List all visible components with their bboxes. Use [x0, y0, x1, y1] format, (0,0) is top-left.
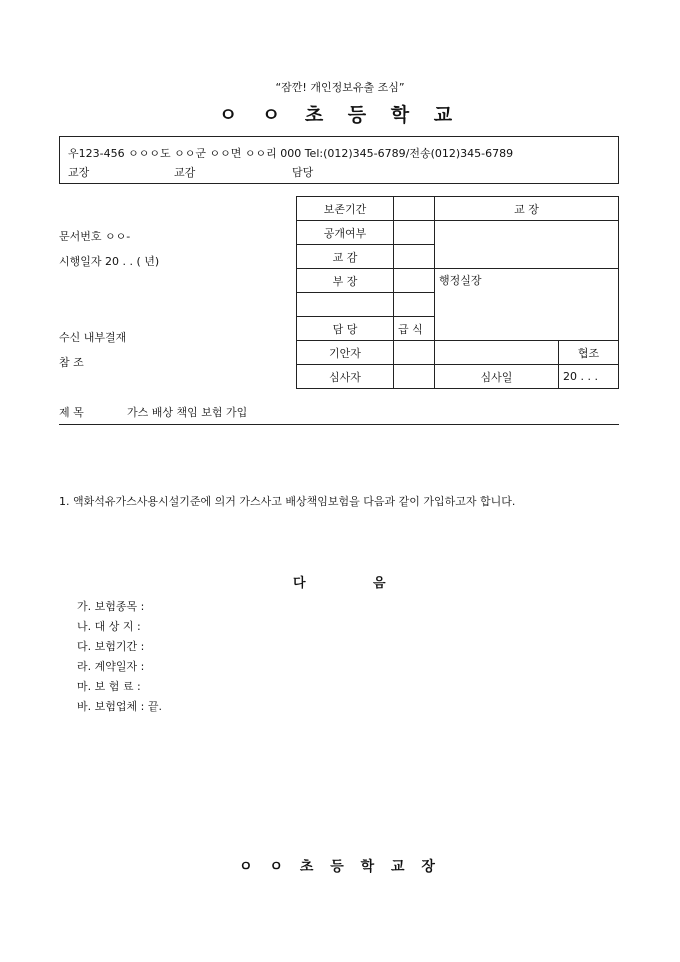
cooperation-sign [435, 341, 559, 365]
item-premium: 마. 보 험 료 : [77, 680, 141, 693]
principal-header: 교 장 [435, 197, 619, 221]
retention-value [394, 197, 435, 221]
staff-label: 담당 [292, 166, 314, 179]
vice-principal-label: 교감 [174, 166, 196, 179]
admin-head-cell [435, 269, 619, 341]
department-head-label: 부 장 [297, 269, 394, 293]
retention-label: 보존기간 [297, 197, 394, 221]
vice-principal-label: 교 감 [297, 245, 394, 269]
reference: 참 조 [59, 356, 84, 369]
item-contract-date: 라. 계약일자 : [77, 660, 145, 673]
reviewer-sign [394, 365, 435, 389]
review-date-label: 심사일 [435, 365, 559, 389]
privacy-notice: “잠깐! 개인정보유출 조심” [275, 81, 405, 94]
principal-label: 교장 [68, 166, 90, 179]
drafter-sign [394, 341, 435, 365]
blank-sign-cell [394, 293, 435, 317]
recipient: 수신 내부결재 [59, 331, 127, 344]
subject-value: 가스 배상 책임 보험 가입 [127, 406, 248, 419]
item-insurer: 바. 보험업체 : 끝. [77, 700, 162, 713]
item-insurance-type: 가. 보험종목 : [77, 600, 145, 613]
disclosure-value [394, 221, 435, 245]
heading-right: 음 [373, 576, 386, 591]
school-title: ㅇ ㅇ 초 등 학 교 [218, 104, 462, 126]
address-line: 우123-456 ㅇㅇㅇ도 ㅇㅇ군 ㅇㅇ면 ㅇㅇ리 000 Tel:(012)345-6789/전송(012)345-6789 [68, 147, 514, 160]
subject-divider [59, 424, 619, 425]
principal-sign-cell [435, 221, 619, 269]
drafter-label: 기안자 [297, 341, 394, 365]
blank-label-cell [297, 293, 394, 317]
staff-label: 담 당 [297, 317, 394, 341]
doc-number: 문서번호 ㅇㅇ- [59, 230, 131, 243]
review-date-value: 20 . . . [559, 365, 619, 389]
cooperation-label: 협조 [559, 341, 619, 365]
item-target: 나. 대 상 지 : [77, 620, 141, 633]
vice-principal-sign [394, 245, 435, 269]
item-period: 다. 보험기간 : [77, 640, 145, 653]
body-paragraph: 1. 액화석유가스사용시설기준에 의거 가스사고 배상책임보험을 다음과 같이 가입하고자 합니다. [59, 495, 516, 508]
issue-date: 시행일자 20 . . ( 년) [59, 255, 160, 268]
reviewer-label: 심사자 [297, 365, 394, 389]
approval-table [296, 196, 619, 389]
disclosure-label: 공개여부 [297, 221, 394, 245]
footer-signature: ㅇ ㅇ 초 등 학 교 장 [239, 859, 441, 875]
meal-label: 급 식 [394, 317, 435, 341]
address-box [59, 136, 619, 184]
department-head-sign [394, 269, 435, 293]
admin-head-label: 행정실장 [439, 274, 482, 287]
subject-label: 제 목 [59, 406, 84, 419]
heading-left: 다 [293, 576, 306, 591]
